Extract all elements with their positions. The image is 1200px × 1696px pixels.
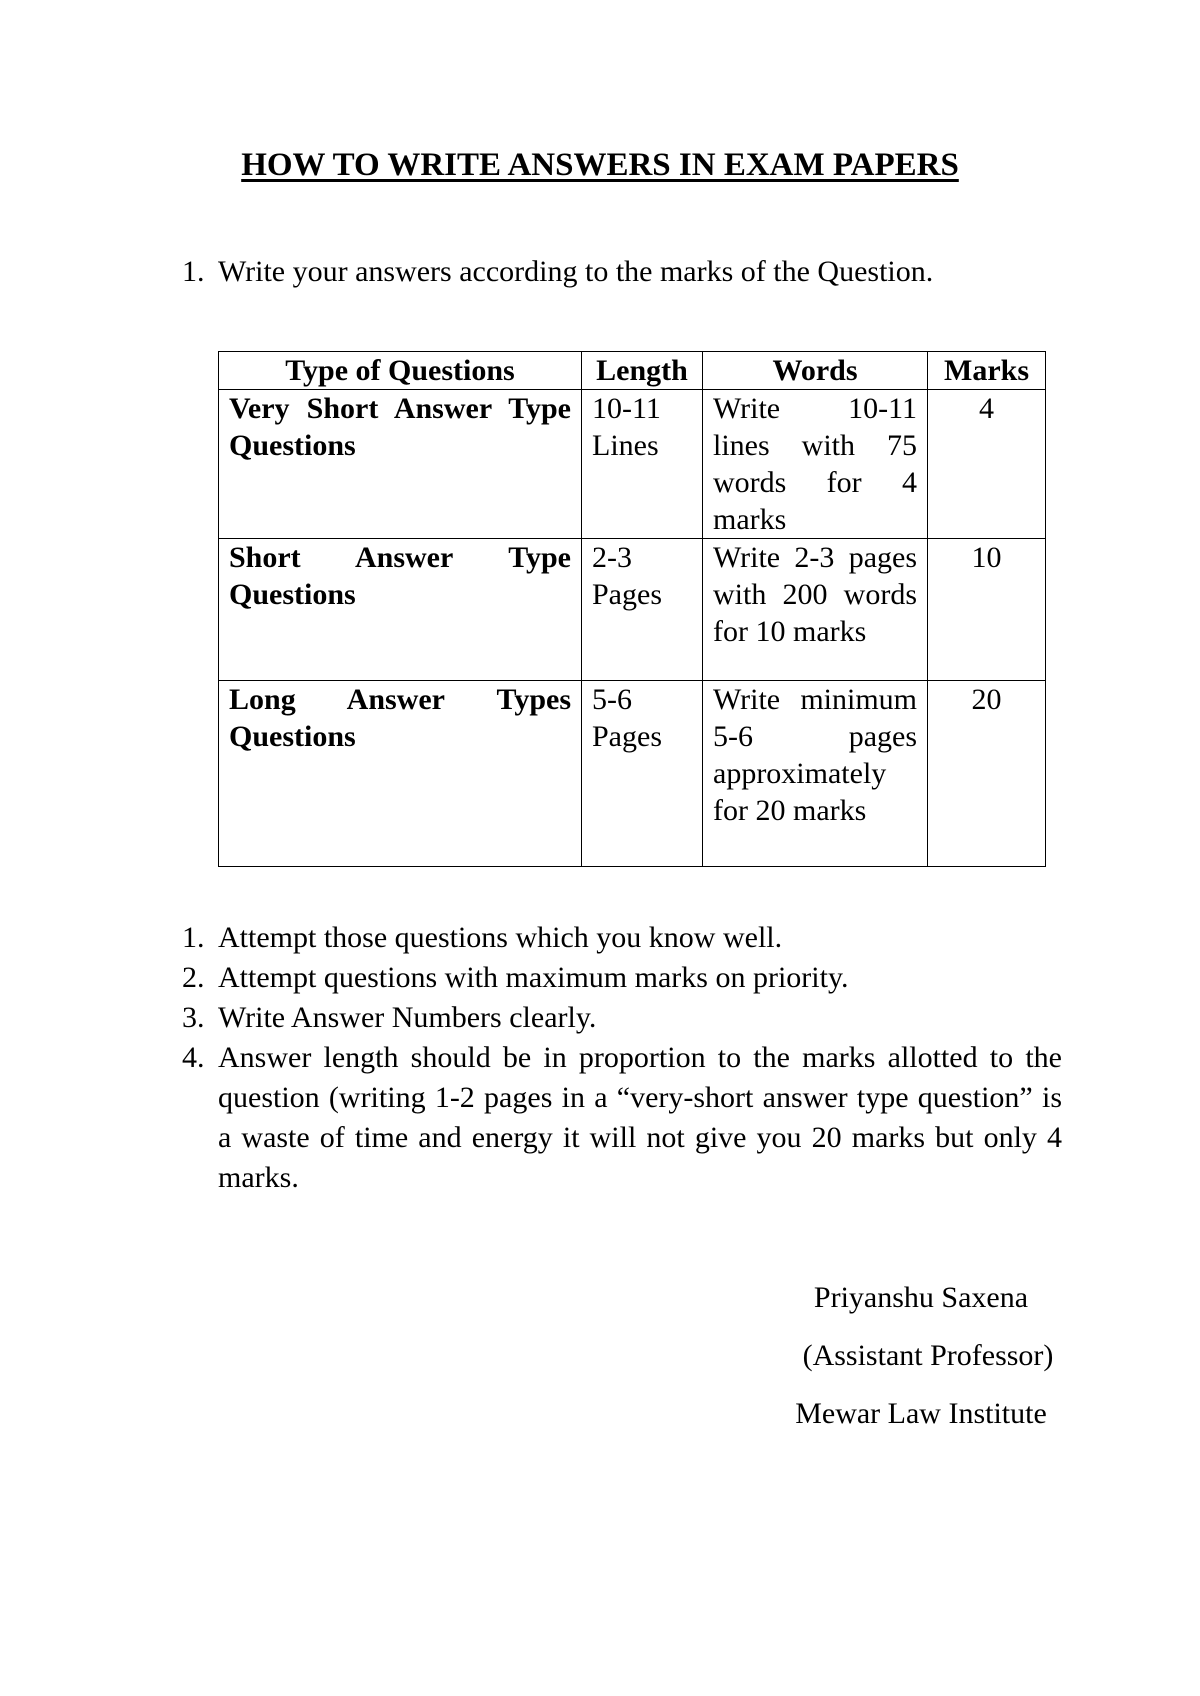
cell-marks: 4 (928, 390, 1046, 539)
cell-length: 10-11 Lines (582, 390, 703, 539)
intro-number: 1. (182, 255, 205, 288)
signature-name: Priyanshu Saxena (813, 1281, 1029, 1314)
list-item-text: Attempt those questions which you know well. (218, 921, 783, 954)
table-row (219, 390, 1046, 539)
marks-table (218, 351, 1046, 867)
cell-marks: 20 (928, 681, 1046, 867)
list-item-text: Write Answer Numbers clearly. (218, 1001, 597, 1034)
tips-list (182, 918, 1062, 1198)
intro-text: Write your answers according to the marks of the Question. (218, 255, 934, 288)
list-item (182, 958, 1062, 998)
cell-length: 5-6 Pages (582, 681, 703, 867)
list-item (182, 1038, 1062, 1198)
header-marks: Marks (928, 352, 1046, 390)
cell-words: Write 2-3 pages with 200 words for 10 marks (703, 539, 928, 681)
header-length: Length (582, 352, 703, 390)
list-item (182, 998, 1062, 1038)
signature-institution: Mewar Law Institute (795, 1397, 1047, 1430)
cell-type: Very Short Answer Type Questions (219, 390, 582, 539)
list-item-number: 2. (182, 961, 205, 994)
list-item-number: 1. (182, 921, 205, 954)
table-row (219, 681, 1046, 867)
list-item-text: Attempt questions with maximum marks on priority. (218, 961, 849, 994)
list-item-number: 4. (182, 1041, 205, 1074)
intro-instruction (182, 254, 933, 290)
cell-words: Write minimum 5-6 pages approximately for 20 marks (703, 681, 928, 867)
list-item-text: Answer length should be in proportion to the marks allotted to the question (writing 1-2 pages in a “very-short answer type question” is a waste of time and energy it will not give you 20 marks but only 4 marks. (218, 1041, 1062, 1194)
page-title: HOW TO WRITE ANSWERS IN EXAM PAPERS (241, 147, 959, 183)
list-item-number: 3. (182, 1001, 205, 1034)
cell-marks: 10 (928, 539, 1046, 681)
header-words: Words (703, 352, 928, 390)
table-row (219, 539, 1046, 681)
table-header-row (219, 352, 1046, 390)
cell-type: Short Answer Type Questions (219, 539, 582, 681)
cell-type: Long Answer Types Questions (219, 681, 582, 867)
signature-designation: (Assistant Professor) (802, 1339, 1054, 1372)
list-item (182, 918, 1062, 958)
cell-length: 2-3 Pages (582, 539, 703, 681)
header-type: Type of Questions (219, 352, 582, 390)
cell-words: Write 10-11 lines with 75 words for 4 marks (703, 390, 928, 539)
